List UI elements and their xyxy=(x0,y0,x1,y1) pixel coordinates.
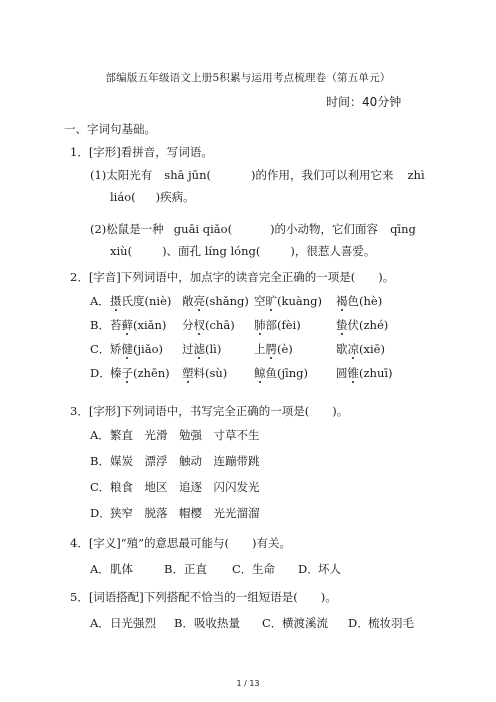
q2-a2-dot: 亮 xyxy=(193,294,205,308)
question-4-stem: 4．[字义]“殖”的意思最可能与( )有关。 xyxy=(70,536,292,550)
q2-c4-post: (xiē) xyxy=(359,342,385,356)
q2-d2-dot: 塑 xyxy=(182,366,194,380)
q1-sub2-text-a: (2)松鼠是一种 xyxy=(90,222,164,236)
page-title: 部编版五年级语文上册5积累与运用考点梳理卷（第五单元） xyxy=(105,72,391,84)
q1-sub1-pinyin-3: liáo( xyxy=(110,190,136,204)
q2-b2-pre: 分 xyxy=(182,318,194,332)
q5-option-d-text: 梳妆羽毛 xyxy=(368,616,414,630)
q2-d1-pre: 榛 xyxy=(110,366,122,380)
q2-option-b-letter: B． xyxy=(90,318,110,332)
q3-option-c-letter: C． xyxy=(90,480,111,494)
q1-sub1-line2 xyxy=(110,190,195,204)
q2-b2-post: (chā) xyxy=(205,318,235,332)
q1-sub1-text-a: (1)太阳光有 xyxy=(90,168,153,182)
q5-option-c-text: 横渡溪流 xyxy=(282,616,328,630)
q4-option-b-text: 正直 xyxy=(184,562,207,576)
q2-a3-post: (kuàng) xyxy=(277,294,322,308)
q2-c1-pre: 矫 xyxy=(110,342,122,356)
q2-b3-dot: 肺 xyxy=(254,318,266,332)
q2-c1-dot: 健 xyxy=(121,342,133,356)
q2-d4-post: (zhuī) xyxy=(359,366,393,380)
q3-option-d xyxy=(90,506,260,520)
q2-d3-post: 鱼(jīng) xyxy=(265,366,308,380)
q2-c3-pre: 上 xyxy=(254,342,266,356)
q3-option-c-text: 粮食 地区 追逐 闪闪发光 xyxy=(110,480,260,494)
q2-c3-dot: 腭 xyxy=(265,342,277,356)
q5-option-b-letter: B． xyxy=(174,616,194,630)
q5-option-a-letter: A． xyxy=(90,616,110,630)
q1-sub2-pinyin-2: qīng xyxy=(390,222,416,236)
q5-options xyxy=(90,616,414,630)
q3-option-b-text: 媒炭 漂浮 触动 连蹦带跳 xyxy=(110,454,260,468)
q3-option-d-text: 狭窄 脱落 帽樱 光光溜溜 xyxy=(110,506,260,520)
q2-c3-post: (è) xyxy=(277,342,293,356)
q2-b1-dot: 藓 xyxy=(121,318,133,332)
q5-option-a-text: 日光强烈 xyxy=(110,616,156,630)
q2-option-a-letter: A． xyxy=(90,294,110,308)
q2-b4-post: 伏(zhé) xyxy=(347,318,389,332)
question-5-stem: 5．[词语搭配]下列搭配不恰当的一组短语是( )。 xyxy=(70,590,337,604)
q2-a3-dot: 旷 xyxy=(265,294,277,308)
q1-sub2-text-d: )，很惹人喜爱。 xyxy=(290,244,376,258)
q2-option-a xyxy=(90,294,382,308)
q1-sub1-text-c: )疾病。 xyxy=(155,190,195,204)
q2-option-b xyxy=(90,318,388,332)
q2-b4-dot: 蛰 xyxy=(336,318,348,332)
q1-sub2-line2 xyxy=(110,244,375,258)
q2-option-d xyxy=(90,366,393,380)
q3-option-a-letter: A． xyxy=(90,428,110,442)
q1-sub1-line1 xyxy=(90,168,425,182)
q2-b1-post: (xiǎn) xyxy=(133,318,167,332)
q1-sub2-pinyin-1: guāi qiǎo( xyxy=(173,222,233,236)
q2-b3-post: 部(fèi) xyxy=(265,318,301,332)
q3-option-d-letter: D． xyxy=(90,506,111,520)
q4-option-d-letter: D． xyxy=(298,562,319,576)
q4-option-a-letter: A． xyxy=(90,562,110,576)
q1-sub2-text-b: )的小动物，它们面容 xyxy=(270,222,379,236)
page-number: 1 / 13 xyxy=(236,679,260,688)
q1-sub1-pinyin-2: zhì xyxy=(407,168,425,182)
q2-option-c-letter: C． xyxy=(90,342,111,356)
q2-a4-dot: 褐 xyxy=(336,294,348,308)
q3-option-a-text: 繁直 光滑 勉强 寸草不生 xyxy=(110,428,260,442)
q4-option-c-letter: C． xyxy=(232,562,253,576)
q2-a4-post: 色(hè) xyxy=(347,294,383,308)
section-heading: 一、字词句基础。 xyxy=(64,122,156,136)
q4-option-b-letter: B． xyxy=(164,562,184,576)
q2-c4-pre: 歇 xyxy=(336,342,348,356)
q2-option-d-letter: D． xyxy=(90,366,111,380)
q1-sub1-text-b: )的作用，我们可以利用它来 xyxy=(250,168,394,182)
q2-d1-dot: 子 xyxy=(121,366,133,380)
q2-d3-dot: 鲸 xyxy=(254,366,266,380)
question-3-stem: 3．[字形]下列词语中，书写完全正确的一项是( )。 xyxy=(70,404,349,418)
q4-option-d-text: 坏人 xyxy=(318,562,341,576)
q5-option-c-letter: C． xyxy=(262,616,283,630)
q5-option-b-text: 吸收热量 xyxy=(194,616,240,630)
q2-a1-post: 氏度(niè) xyxy=(121,294,172,308)
q3-option-a xyxy=(90,428,260,442)
q2-a2-pre: 敞 xyxy=(182,294,194,308)
q2-b1-pre: 苔 xyxy=(110,318,122,332)
question-2-stem: 2．[字音]下列词语中，加点字的读音完全正确的一项是( )。 xyxy=(70,270,395,284)
q2-c1-post: (jiǎo) xyxy=(133,342,163,356)
q1-sub2-line1 xyxy=(90,222,416,236)
time-limit: 时间：40分钟 xyxy=(326,95,402,109)
q2-c2-dot: 滤 xyxy=(193,342,205,356)
q5-option-d-letter: D． xyxy=(348,616,369,630)
question-1-stem: 1．[字形]看拼音，写词语。 xyxy=(70,145,213,159)
q2-a1-dot: 摄 xyxy=(110,294,122,308)
q2-d1-post: (zhēn) xyxy=(133,366,170,380)
q3-option-b-letter: B． xyxy=(90,454,110,468)
q4-option-c-text: 生命 xyxy=(252,562,275,576)
q4-options xyxy=(90,562,341,576)
q2-d4-dot: 锥 xyxy=(347,366,359,380)
q2-c2-pre: 过 xyxy=(182,342,194,356)
q2-b2-dot: 杈 xyxy=(193,318,205,332)
q2-d2-post: 料(sù) xyxy=(193,366,228,380)
q1-sub2-pinyin-3: xiù( xyxy=(110,244,133,258)
q1-sub1-pinyin-1: shā jūn( xyxy=(164,168,211,182)
q2-a2-post: (shǎng) xyxy=(205,294,249,308)
q2-option-c xyxy=(90,342,385,356)
q1-sub2-text-c: )、面孔 líng lóng( xyxy=(162,244,261,258)
q3-option-c xyxy=(90,480,260,494)
q2-c4-dot: 凉 xyxy=(347,342,359,356)
q2-d4-pre: 圆 xyxy=(336,366,348,380)
q3-option-b xyxy=(90,454,260,468)
q2-a3-pre: 空 xyxy=(254,294,266,308)
q2-c2-post: (lì) xyxy=(205,342,222,356)
q4-option-a-text: 肌体 xyxy=(110,562,133,576)
